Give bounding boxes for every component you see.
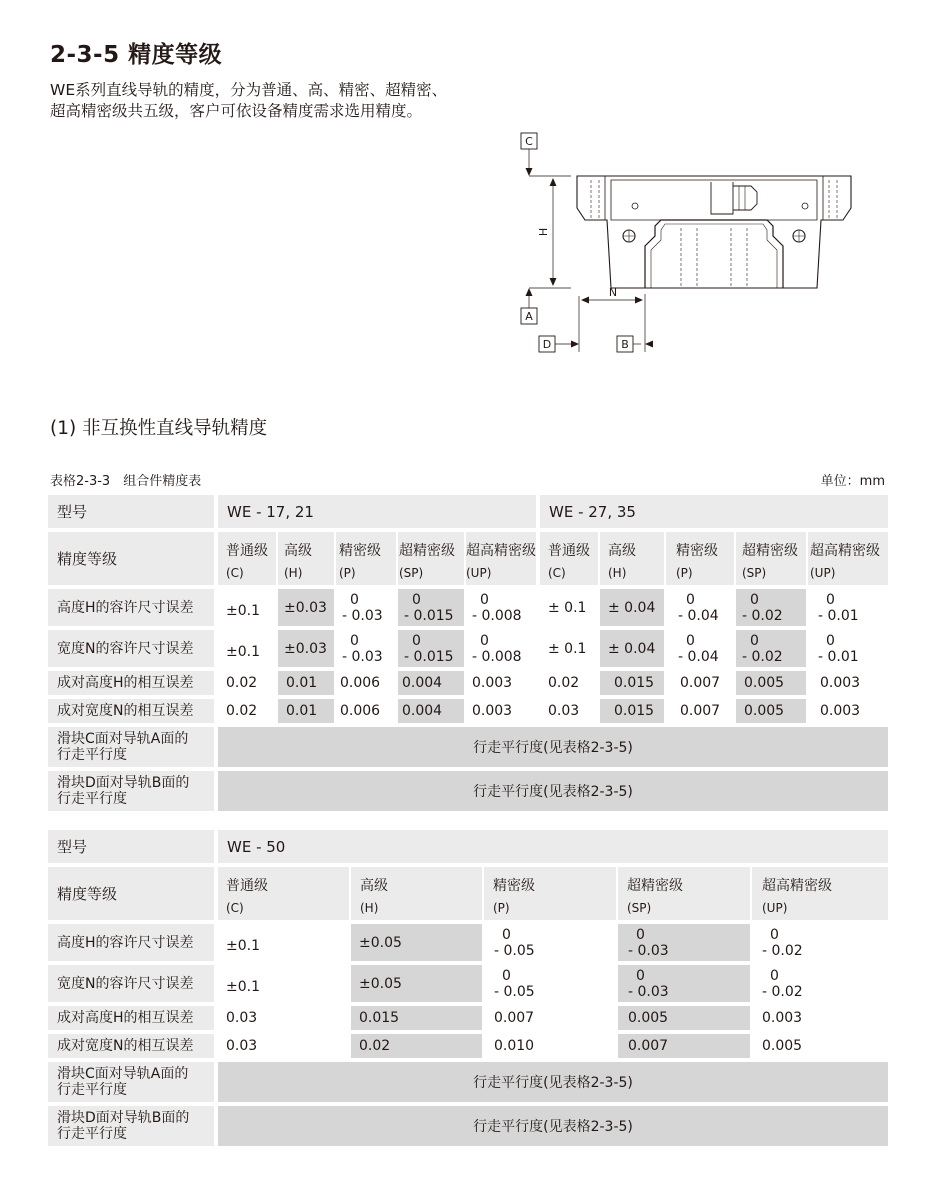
cell-upper: 0 [350,633,359,649]
cell-value: 0.006 [336,699,396,723]
grade-code: (P) [339,566,356,580]
cell-upper: 0 [750,592,759,608]
cell-value: 0.003 [466,699,536,723]
cell-value: 0.004 [398,671,464,695]
cell-upper: 0 [826,633,835,649]
cell-value [752,965,888,1002]
grade-sp [736,532,806,585]
grade-code: (H) [284,566,303,580]
datum-c-label: C [525,135,533,148]
label-line: 滑块C面对导轨A面的 [57,1066,189,1082]
cell-lower: - 0.02 [742,649,783,665]
grade-header: 精度等级 [48,532,214,585]
cell-upper: 0 [502,927,511,943]
cell-value: ± 0.04 [600,589,664,626]
cell-value [736,630,806,667]
grade-code: (H) [360,901,379,915]
cell-value [618,924,750,961]
grade-code: (C) [548,566,566,580]
page-title: 2-3-5 精度等级 [50,42,223,68]
cell-lower: - 0.04 [678,608,719,624]
row-label-parallel-c [48,727,214,767]
cell-value [398,589,464,626]
row-label-pair-width: 成对宽度N的相互误差 [48,699,214,723]
label-line: 滑块D面对导轨B面的 [57,775,190,791]
grade-name: 超精密级 [399,543,455,559]
grade-code: (UP) [466,566,492,580]
cell-lower: - 0.008 [472,649,522,665]
grade-code: (UP) [762,901,788,915]
grade-up [752,867,888,920]
grade-up [466,532,536,585]
cell-upper: 0 [502,968,511,984]
cell-value: 0.02 [218,699,276,723]
cell-upper: 0 [412,633,421,649]
row-label-pair-height: 成对高度H的相互误差 [48,671,214,695]
cell-upper: 0 [412,592,421,608]
cell-lower: - 0.01 [818,649,859,665]
cell-value: 0.02 [351,1034,482,1058]
cell-value [736,589,806,626]
parallel-c-note: 行走平行度(见表格2-3-5) [218,727,888,767]
grade-code: (P) [676,566,693,580]
grade-name: 精密级 [676,543,718,559]
grade-name: 超精密级 [627,878,683,894]
cell-value: 0.007 [618,1034,750,1058]
grade-name: 超高精密级 [810,543,880,559]
row-label-height-tol: 高度H的容许尺寸误差 [48,589,214,626]
grade-name: 超精密级 [742,543,798,559]
cell-value: 0.003 [466,671,536,695]
cell-value: 0.006 [336,671,396,695]
cell-lower: - 0.04 [678,649,719,665]
cell-value: ±0.03 [278,630,334,667]
row-label-parallel-c [48,1062,214,1102]
row-label-pair-height: 成对高度H的相互误差 [48,1006,214,1030]
cell-upper: 0 [770,927,779,943]
cell-value: 0.005 [618,1006,750,1030]
parallel-d-note: 行走平行度(见表格2-3-5) [218,771,888,811]
cell-lower: - 0.05 [494,943,535,959]
cell-lower: - 0.03 [628,984,669,1000]
intro-paragraph: WE系列直线导轨的精度，分为普通、高、精密、超精密、超高精密级共五级，客户可依设备精度需求选用精度。 [50,81,448,120]
grade-name: 高级 [360,878,388,894]
cell-lower: - 0.015 [404,649,454,665]
precision-table-we50 [48,830,888,1148]
cell-lower: - 0.02 [762,943,803,959]
cell-upper: 0 [350,592,359,608]
cell-value [666,630,734,667]
cell-value: ±0.1 [218,965,349,1002]
grade-h [600,532,664,585]
grade-code: (UP) [810,566,836,580]
dimension-h-label: H [537,227,550,237]
grade-code: (C) [226,566,244,580]
model-we50: WE - 50 [218,830,888,863]
cell-value: 0.003 [808,699,888,723]
grade-name: 高级 [608,543,636,559]
label-line: 行走平行度 [57,1082,127,1098]
cell-lower: - 0.03 [628,943,669,959]
row-label-parallel-d [48,771,214,811]
grade-code: (C) [226,901,244,915]
cell-value: ± 0.1 [540,589,598,626]
cell-value: 0.005 [736,699,806,723]
row-label-width-tol: 宽度N的容许尺寸误差 [48,630,214,667]
table-caption: 表格2-3-3 组合件精度表 [50,474,202,489]
grade-c [540,532,598,585]
cell-value [336,589,396,626]
grade-sp [618,867,750,920]
cell-value: 0.015 [600,699,664,723]
row-label-height-tol: 高度H的容许尺寸误差 [48,924,214,961]
cell-value [808,589,888,626]
grade-code: (SP) [742,566,767,580]
grade-name: 精密级 [493,878,535,894]
cell-value [336,630,396,667]
parallel-c-note: 行走平行度(见表格2-3-5) [218,1062,888,1102]
model-we17-21: WE - 17, 21 [218,495,536,528]
cell-upper: 0 [770,968,779,984]
cell-value: ±0.05 [351,924,482,961]
grade-name: 普通级 [548,543,590,559]
label-line: 行走平行度 [57,1126,127,1142]
cell-value: 0.004 [398,699,464,723]
cell-lower: - 0.05 [494,984,535,1000]
datum-b-label: B [621,338,629,351]
cell-value [484,965,616,1002]
grade-code: (SP) [399,566,424,580]
guide-rail-diagram [505,128,900,360]
cell-value: ±0.1 [218,589,276,626]
cell-upper: 0 [480,592,489,608]
cell-value: 0.03 [218,1034,349,1058]
cell-upper: 0 [686,592,695,608]
grade-name: 普通级 [226,878,268,894]
unit-label: 单位：mm [820,474,885,489]
row-label-pair-width: 成对宽度N的相互误差 [48,1034,214,1058]
grade-h [278,532,334,585]
dimension-n-label: N [608,286,618,299]
cell-value: 0.007 [484,1006,616,1030]
precision-table-we17-35 [48,495,888,813]
row-label-parallel-d [48,1106,214,1146]
cell-value: ± 0.1 [540,630,598,667]
cell-value [398,630,464,667]
cell-value: ± 0.04 [600,630,664,667]
row-label-width-tol: 宽度N的容许尺寸误差 [48,965,214,1002]
grade-name: 普通级 [226,543,268,559]
datum-d-label: D [542,338,552,351]
cell-value: 0.003 [752,1006,888,1030]
label-line: 滑块C面对导轨A面的 [57,731,189,747]
grade-up [808,532,888,585]
cell-lower: - 0.03 [342,608,383,624]
cell-lower: - 0.02 [742,608,783,624]
cell-value: 0.007 [666,671,734,695]
grade-h [351,867,482,920]
cell-value [484,924,616,961]
cell-value: ±0.05 [351,965,482,1002]
grade-name: 超高精密级 [762,878,832,894]
cell-value: 0.010 [484,1034,616,1058]
grade-c [218,867,349,920]
cell-value [666,589,734,626]
cell-lower: - 0.008 [472,608,522,624]
label-line: 滑块D面对导轨B面的 [57,1110,190,1126]
cell-value: 0.007 [666,699,734,723]
grade-p [666,532,734,585]
model-header: 型号 [48,830,214,863]
cell-upper: 0 [826,592,835,608]
model-we27-35: WE - 27, 35 [540,495,888,528]
cell-value: 0.03 [540,699,598,723]
grade-sp [398,532,464,585]
cell-value: 0.015 [600,671,664,695]
cell-value [808,630,888,667]
grade-name: 超高精密级 [466,543,536,559]
label-line: 行走平行度 [57,747,127,763]
cell-lower: - 0.015 [404,608,454,624]
grade-code: (H) [608,566,627,580]
grade-header: 精度等级 [48,867,214,920]
grade-p [484,867,616,920]
cell-value: ±0.03 [278,589,334,626]
cell-upper: 0 [636,968,645,984]
cell-lower: - 0.01 [818,608,859,624]
cell-value: 0.02 [218,671,276,695]
cell-value: ±0.1 [218,924,349,961]
grade-p [336,532,396,585]
cell-value: 0.01 [278,699,334,723]
grade-c [218,532,276,585]
grade-code: (SP) [627,901,652,915]
cell-value [466,630,536,667]
section-title: (1) 非互换性直线导轨精度 [50,418,268,439]
cell-value: 0.005 [736,671,806,695]
cell-value: ±0.1 [218,630,276,667]
cell-lower: - 0.03 [342,649,383,665]
cell-upper: 0 [636,927,645,943]
grade-code: (P) [493,901,510,915]
cell-value: 0.003 [808,671,888,695]
cell-value: 0.02 [540,671,598,695]
model-header: 型号 [48,495,214,528]
cell-lower: - 0.02 [762,984,803,1000]
label-line: 行走平行度 [57,791,127,807]
cell-value: 0.015 [351,1006,482,1030]
cell-upper: 0 [686,633,695,649]
cell-upper: 0 [480,633,489,649]
grade-name: 高级 [284,543,312,559]
datum-a-label: A [525,310,533,323]
cell-value: 0.01 [278,671,334,695]
cell-value [466,589,536,626]
cell-value [618,965,750,1002]
cell-value: 0.03 [218,1006,349,1030]
cell-value [752,924,888,961]
parallel-d-note: 行走平行度(见表格2-3-5) [218,1106,888,1146]
cell-value: 0.005 [752,1034,888,1058]
cell-upper: 0 [750,633,759,649]
grade-name: 精密级 [339,543,381,559]
